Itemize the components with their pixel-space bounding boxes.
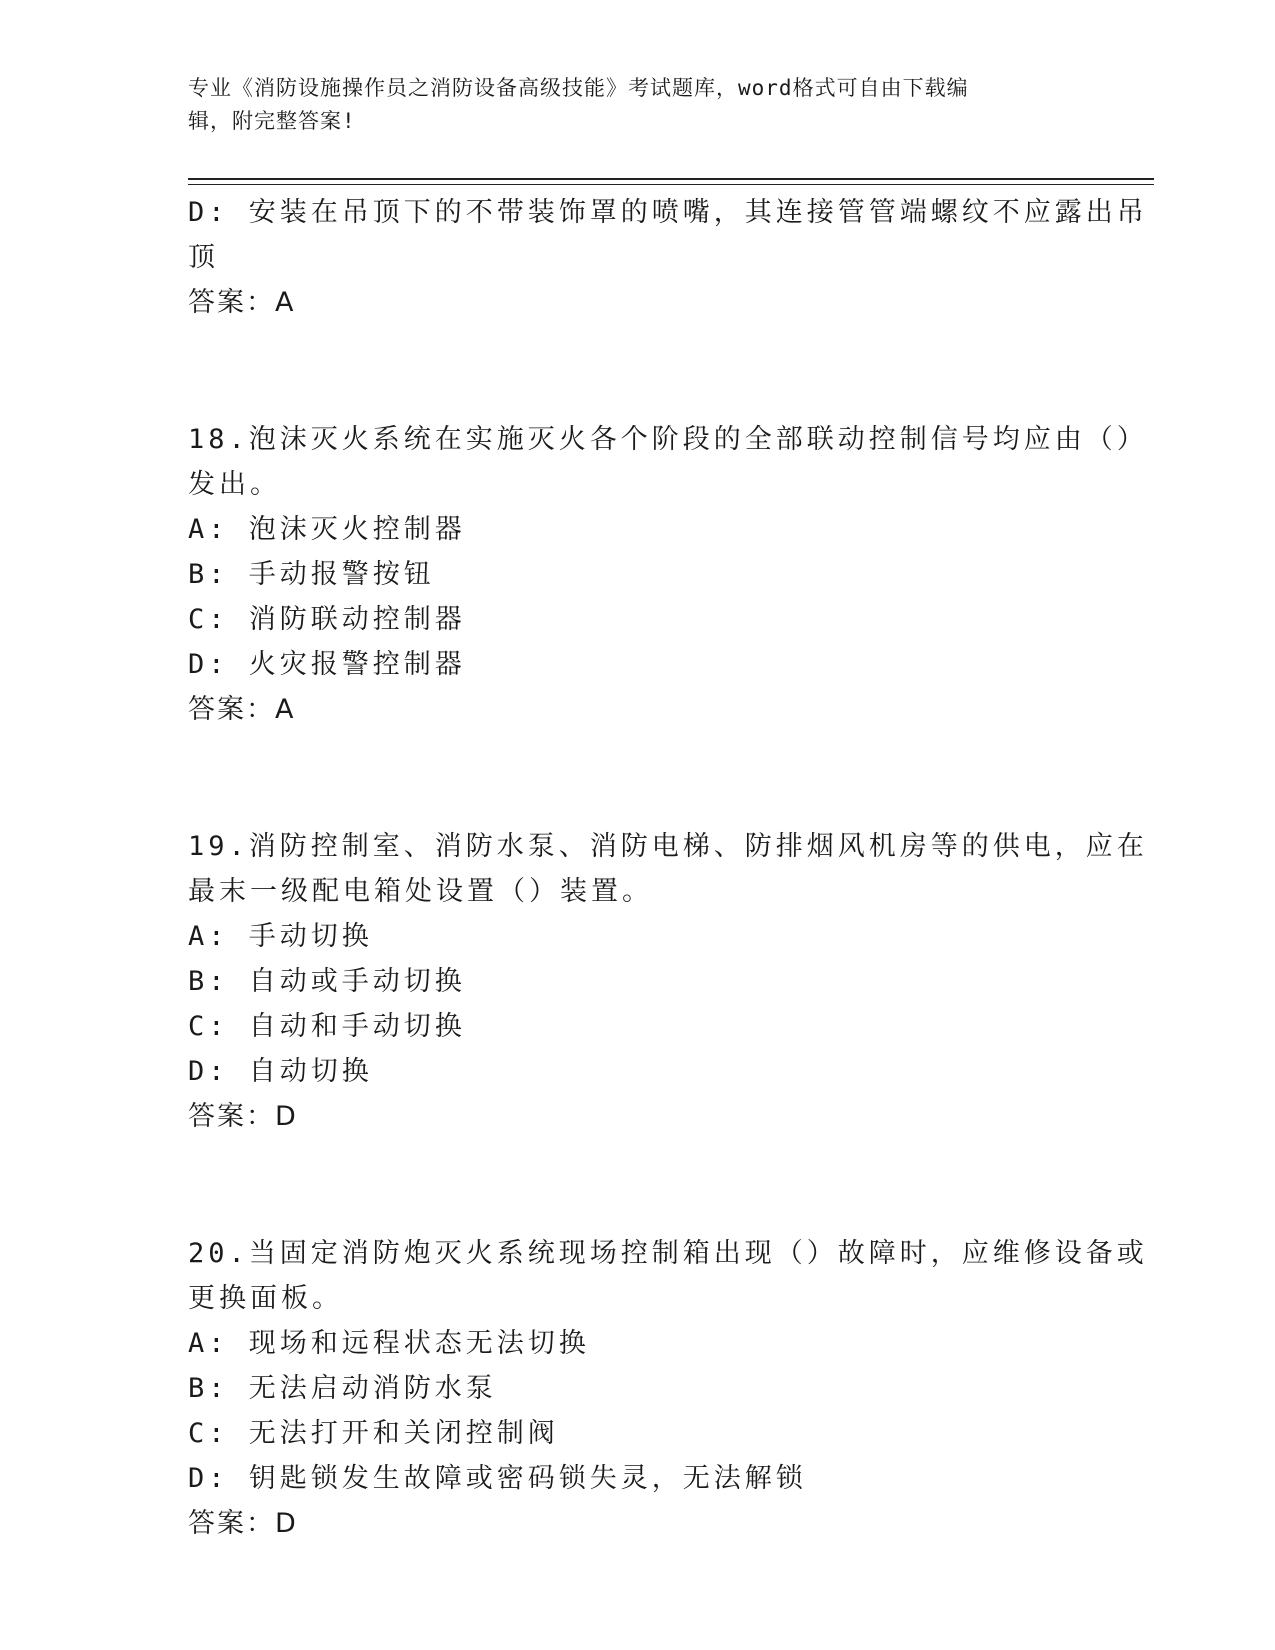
question-stem-line-2: 发出。 (188, 469, 281, 500)
header-rule-thick (188, 178, 1154, 180)
answer-label: 答案：A (188, 287, 296, 318)
option-d: D: 火灾报警控制器 (188, 649, 466, 680)
question-stem-line-2: 更换面板。 (188, 1283, 343, 1314)
header-line-2: 辑，附完整答案! (188, 109, 356, 133)
header-line-1: 专业《消防设施操作员之消防设备高级技能》考试题库，word格式可自由下载编 (188, 76, 969, 100)
option-b: B: 手动报警按钮 (188, 559, 435, 590)
option-a: A: 手动切换 (188, 921, 373, 952)
option-d-line-2: 顶 (188, 242, 219, 273)
option-d: D: 钥匙锁发生故障或密码锁失灵，无法解锁 (188, 1463, 807, 1494)
previous-question-tail (188, 190, 1148, 325)
option-b: B: 无法启动消防水泵 (188, 1373, 497, 1404)
spacer (188, 325, 1088, 417)
question-18 (188, 417, 1148, 732)
option-b: B: 自动或手动切换 (188, 966, 466, 997)
answer-label: 答案：D (188, 1101, 298, 1132)
option-c: C: 消防联动控制器 (188, 604, 466, 635)
answer-label: 答案：A (188, 694, 296, 725)
question-stem-line-1: 19.消防控制室、消防水泵、消防电梯、防排烟风机房等的供电，应在 (188, 831, 1148, 862)
option-c: C: 无法打开和关闭控制阀 (188, 1418, 559, 1449)
question-stem-line-2: 最末一级配电箱处设置（）装置。 (188, 876, 653, 907)
answer-label: 答案：D (188, 1508, 298, 1539)
option-a: A: 现场和远程状态无法切换 (188, 1328, 590, 1359)
spacer (188, 1139, 1088, 1231)
option-a: A: 泡沫灭火控制器 (188, 514, 466, 545)
question-20 (188, 1231, 1148, 1546)
option-d: D: 自动切换 (188, 1056, 373, 1087)
question-stem-line-1: 20.当固定消防炮灭火系统现场控制箱出现（）故障时，应维修设备或 (188, 1238, 1148, 1269)
option-c: C: 自动和手动切换 (188, 1011, 466, 1042)
spacer (188, 732, 1088, 824)
page-header (188, 72, 1068, 138)
question-stem-line-1: 18.泡沫灭火系统在实施灭火各个阶段的全部联动控制信号均应由（） (188, 424, 1148, 455)
question-19 (188, 824, 1148, 1139)
option-d-line-1: D: 安装在吊顶下的不带装饰罩的喷嘴，其连接管管端螺纹不应露出吊 (188, 197, 1148, 228)
question-content (188, 190, 1148, 1546)
header-rule-thin (188, 184, 1154, 185)
